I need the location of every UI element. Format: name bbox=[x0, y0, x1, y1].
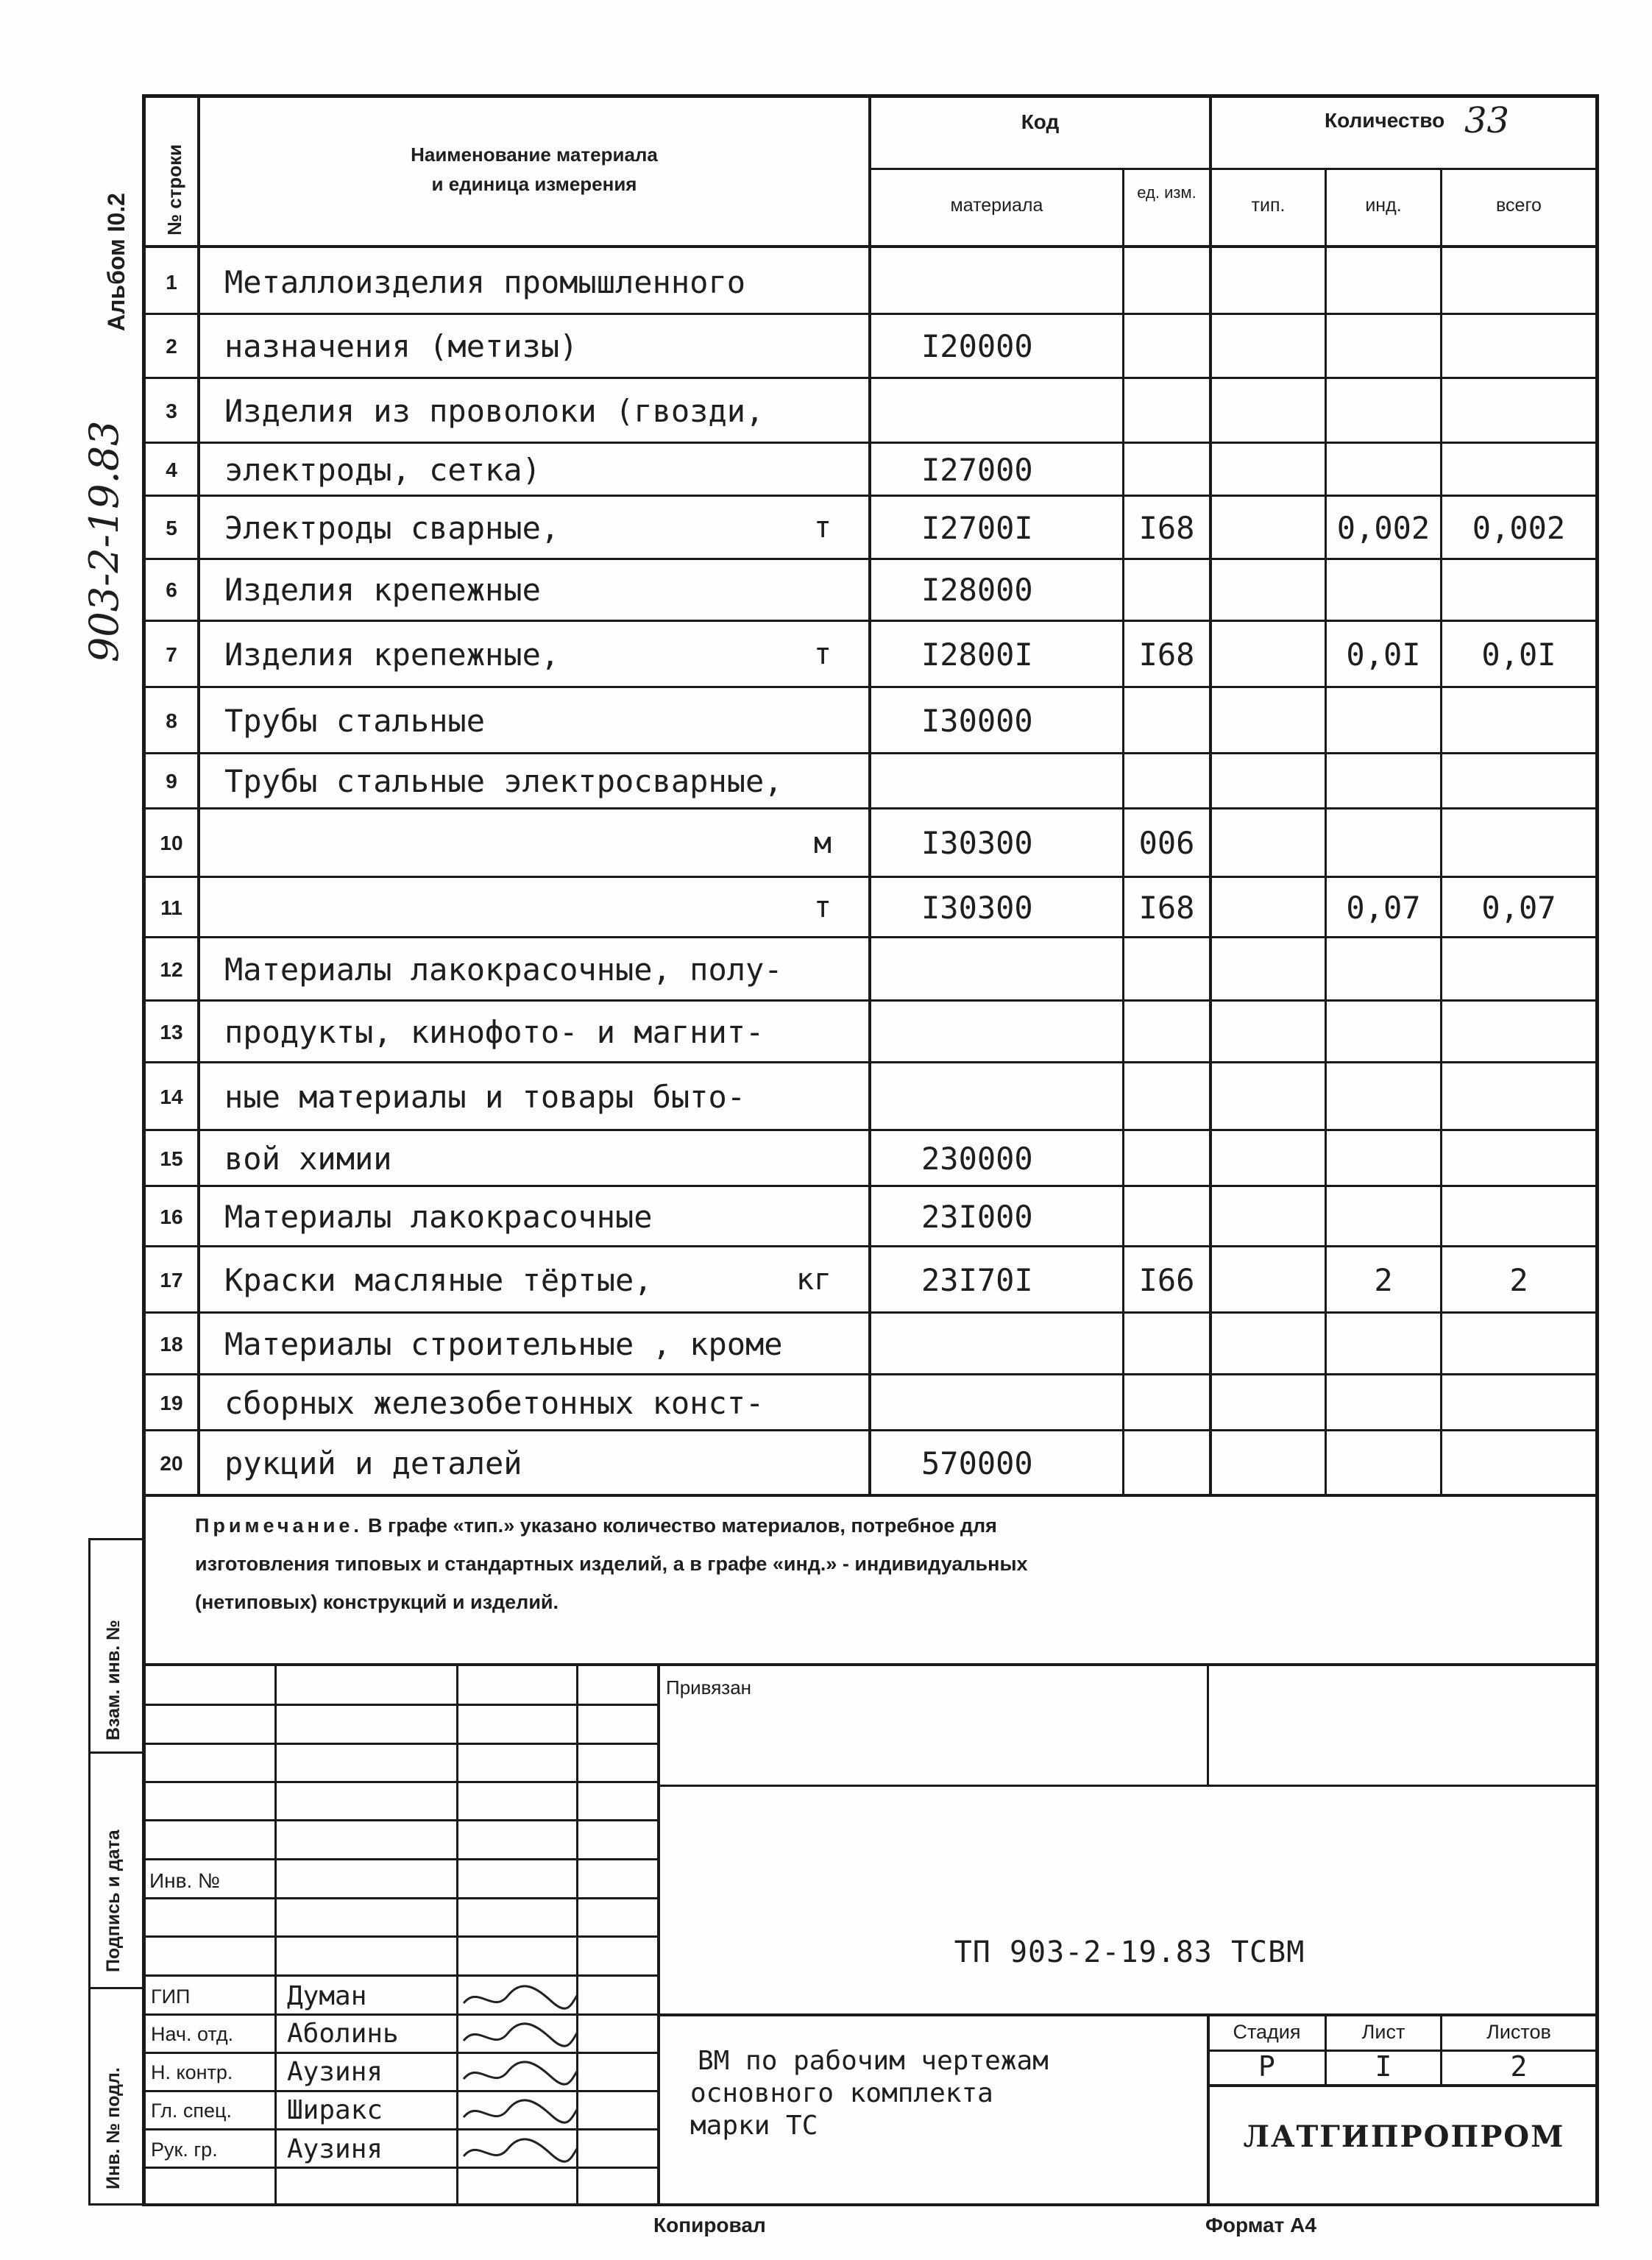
stamp-doc-bottom bbox=[657, 2013, 1599, 2016]
row-divider bbox=[142, 686, 1599, 688]
row-divider bbox=[142, 807, 1599, 810]
row-3-n: 3 bbox=[166, 399, 177, 422]
stamp-role-label: Н. контр. bbox=[151, 2061, 233, 2083]
row-20-code: 570000 bbox=[921, 1445, 1033, 1481]
row-17-unit: кг bbox=[795, 1263, 832, 1297]
stamp-title-line3: марки ТС bbox=[690, 2111, 818, 2141]
row-13-n: 13 bbox=[160, 1021, 183, 1044]
header-qty-total: всего bbox=[1496, 195, 1542, 216]
row-7-eu: I68 bbox=[1138, 636, 1195, 673]
stamp-title-line2: основного комплекта bbox=[690, 2078, 993, 2108]
row-5-eu: I68 bbox=[1138, 509, 1195, 546]
row-11-tot: 0,07 bbox=[1481, 889, 1556, 926]
row-1-n: 1 bbox=[166, 270, 177, 294]
stamp-hline-1 bbox=[142, 1704, 657, 1706]
row-9-n: 9 bbox=[166, 770, 177, 793]
row-7-code: I2800I bbox=[921, 636, 1033, 673]
header-qty-handwritten: 33 bbox=[1464, 100, 1510, 141]
signature-mark bbox=[456, 2095, 581, 2132]
row-divider bbox=[142, 876, 1599, 878]
row-4-n: 4 bbox=[166, 458, 177, 481]
row-8-name: Трубы стальные bbox=[224, 702, 486, 739]
row-14-n: 14 bbox=[160, 1085, 183, 1108]
stamp-hline-7 bbox=[142, 1935, 657, 1938]
header-name: Наименование материала и единица измерения bbox=[411, 144, 658, 195]
stamp-col4 bbox=[657, 1663, 660, 2203]
row-5-code: I2700I bbox=[921, 509, 1033, 546]
stamp-privyazan: Привязан bbox=[666, 1676, 752, 1698]
row-15-code: 230000 bbox=[921, 1140, 1033, 1177]
row-17-name: Краски масляные тёртые, bbox=[224, 1261, 653, 1298]
signature-mark bbox=[456, 1981, 581, 2018]
signature-mark bbox=[456, 2019, 581, 2055]
row-1-name: Металлоизделия промышленного bbox=[224, 263, 746, 300]
row-8-code: I30000 bbox=[921, 702, 1033, 739]
footer-format: Формат А4 bbox=[1205, 2214, 1316, 2236]
header-code-unit: ед. изм. bbox=[1137, 183, 1197, 202]
side-strip-top bbox=[88, 1538, 144, 1540]
side-strip-bottom bbox=[88, 2203, 144, 2206]
stamp-stage-label: Стадия bbox=[1233, 2021, 1301, 2043]
stamp-stage: Р bbox=[1258, 2050, 1275, 2083]
row-7-unit: т bbox=[813, 637, 832, 671]
side-strip-line1 bbox=[88, 1751, 144, 1754]
row-20-n: 20 bbox=[160, 1451, 183, 1475]
row-divider bbox=[142, 1311, 1599, 1314]
stamp-hline-4 bbox=[142, 1819, 657, 1821]
stamp-hline-8 bbox=[142, 1974, 657, 1977]
col-line-code bbox=[868, 94, 871, 1496]
stamp-role-name: Думан bbox=[287, 1981, 367, 2011]
stamp-title-line1: ВМ по рабочим чертежам bbox=[698, 2046, 1049, 2076]
row-4-code: I27000 bbox=[921, 451, 1033, 488]
side-podpis: Подпись и дата bbox=[103, 1829, 124, 1972]
stamp-role-name: Аузиня bbox=[287, 2057, 383, 2087]
stamp-org: ЛАТГИПРОПРОМ bbox=[1243, 2119, 1565, 2154]
side-album-label: Альбом I0.2 bbox=[103, 193, 130, 331]
row-5-unit: т bbox=[813, 511, 832, 545]
row-17-ind: 2 bbox=[1374, 1261, 1393, 1298]
row-16-code: 23I000 bbox=[921, 1198, 1033, 1235]
side-strip-outer bbox=[88, 1538, 91, 2203]
col-line-num bbox=[197, 94, 200, 1496]
row-divider bbox=[142, 313, 1599, 315]
row-11-ind: 0,07 bbox=[1346, 889, 1421, 926]
side-strip-line2 bbox=[88, 1987, 144, 1989]
note-line2: изготовления типовых и стандартных изделий, а в графе «инд.» - индивидуальных bbox=[195, 1553, 1028, 1575]
stamp-role-name: Аболинь bbox=[287, 2019, 399, 2049]
row-16-n: 16 bbox=[160, 1205, 183, 1228]
frame-left bbox=[142, 94, 146, 2206]
stamp-role-label: Рук. гр. bbox=[151, 2139, 218, 2161]
row-7-tot: 0,0I bbox=[1481, 636, 1556, 673]
header-qty: Количество bbox=[1325, 109, 1445, 132]
row-11-n: 11 bbox=[160, 896, 182, 919]
row-7-name: Изделия крепежные, bbox=[224, 636, 560, 673]
row-divider bbox=[142, 377, 1599, 379]
row-19-n: 19 bbox=[160, 1392, 183, 1414]
row-11-code: I30300 bbox=[921, 889, 1033, 926]
stamp-role-label: ГИП bbox=[151, 1986, 191, 2008]
stamp-sheet: I bbox=[1375, 2050, 1392, 2083]
row-15-n: 15 bbox=[160, 1147, 183, 1170]
row-15-name: вой химии bbox=[224, 1140, 392, 1177]
row-13-name: продукты, кинофото- и магнит- bbox=[224, 1014, 765, 1051]
row-11-eu: I68 bbox=[1138, 889, 1195, 926]
note-prefix: Примечание. bbox=[195, 1515, 363, 1537]
signature-mark bbox=[456, 2057, 581, 2094]
row-12-name: Материалы лакокрасочные, полу- bbox=[224, 951, 783, 988]
row-divider bbox=[142, 1061, 1599, 1063]
row-9-name: Трубы стальные электросварные, bbox=[224, 763, 783, 800]
header-rownum: № строки bbox=[163, 144, 185, 235]
row-17-code: 23I70I bbox=[921, 1261, 1033, 1298]
stamp-sheets: 2 bbox=[1510, 2050, 1528, 2083]
row-5-ind: 0,002 bbox=[1336, 509, 1431, 546]
side-inv-podl: Инв. № подл. bbox=[103, 2067, 124, 2189]
row-11-unit: т bbox=[813, 890, 832, 924]
stamp-privyazan-bottom bbox=[657, 1785, 1599, 1787]
row-10-code: I30300 bbox=[921, 825, 1033, 862]
row-10-n: 10 bbox=[160, 832, 183, 854]
row-divider bbox=[142, 1129, 1599, 1131]
row-2-name: назначения (метизы) bbox=[224, 327, 578, 364]
row-divider bbox=[142, 620, 1599, 622]
stamp-role-name: Шиpакс bbox=[287, 2095, 383, 2125]
row-divider bbox=[142, 1373, 1599, 1375]
row-17-tot: 2 bbox=[1509, 1261, 1528, 1298]
row-divider bbox=[142, 1245, 1599, 1247]
note-line3: (нетиповых) конструкций и изделий. bbox=[195, 1591, 559, 1613]
frame-bottom bbox=[142, 2203, 1599, 2206]
row-8-n: 8 bbox=[166, 709, 177, 732]
header-sub-line bbox=[871, 168, 1599, 170]
row-2-n: 2 bbox=[166, 334, 177, 358]
footer-copied: Копировал bbox=[653, 2214, 766, 2236]
row-5-n: 5 bbox=[166, 516, 177, 539]
row-14-name: ные материалы и товары быто- bbox=[224, 1078, 746, 1115]
row-18-n: 18 bbox=[160, 1332, 183, 1356]
side-vzam: Взам. инв. № bbox=[103, 1619, 124, 1740]
stamp-top-line bbox=[142, 1663, 1599, 1666]
stamp-role-name: Аузиня bbox=[287, 2134, 383, 2164]
row-divider bbox=[142, 495, 1599, 497]
row-5-tot: 0,002 bbox=[1472, 509, 1566, 546]
stamp-hline-2 bbox=[142, 1743, 657, 1745]
row-6-code: I28000 bbox=[921, 572, 1033, 609]
row-12-n: 12 bbox=[160, 957, 183, 981]
row-divider bbox=[142, 442, 1599, 444]
row-4-name: электроды, сетка) bbox=[224, 451, 541, 488]
header-code: Код bbox=[1021, 110, 1060, 133]
stamp-sheets-label: Листов bbox=[1486, 2021, 1551, 2043]
row-3-name: Изделия из проволоки (гвозди, bbox=[224, 392, 765, 429]
row-10-unit: м bbox=[813, 826, 832, 860]
stamp-hline-6 bbox=[142, 1897, 657, 1899]
stamp-inv-no: Инв. № bbox=[149, 1869, 221, 1892]
stamp-sheet-label: Лист bbox=[1361, 2021, 1405, 2043]
row-19-name: сборных железобетонных конст- bbox=[224, 1385, 765, 1422]
stamp-hline-3 bbox=[142, 1781, 657, 1783]
row-7-ind: 0,0I bbox=[1346, 636, 1421, 673]
row-6-n: 6 bbox=[166, 578, 177, 601]
row-17-n: 17 bbox=[160, 1268, 183, 1292]
frame-right bbox=[1595, 94, 1599, 2206]
row-16-name: Материалы лакокрасочные bbox=[224, 1198, 653, 1235]
row-10-eu: 006 bbox=[1138, 825, 1195, 862]
row-17-eu: I66 bbox=[1138, 1261, 1195, 1298]
row-divider bbox=[142, 936, 1599, 938]
header-qty-typ: тип. bbox=[1251, 195, 1286, 216]
table-bottom-line bbox=[142, 1494, 1599, 1497]
header-code-material: материала bbox=[950, 195, 1043, 216]
row-18-name: Материалы строительные , кроме bbox=[224, 1325, 783, 1362]
header-qty-ind: инд. bbox=[1365, 195, 1402, 216]
row-divider bbox=[142, 558, 1599, 560]
row-7-n: 7 bbox=[166, 642, 177, 666]
row-divider bbox=[142, 1429, 1599, 1431]
stamp-doc-code: ТП 903-2-19.83 ТСВМ bbox=[954, 1935, 1305, 1969]
stamp-role-label: Гл. спец. bbox=[151, 2100, 232, 2122]
stamp-privyazan-split bbox=[1207, 1663, 1209, 1785]
row-20-name: рукций и деталей bbox=[224, 1445, 522, 1481]
row-2-code: I20000 bbox=[921, 327, 1033, 364]
stamp-hline-5 bbox=[142, 1858, 657, 1860]
row-divider bbox=[142, 752, 1599, 754]
row-6-name: Изделия крепежные bbox=[224, 572, 541, 609]
stamp-stage-bottom bbox=[1207, 2084, 1599, 2087]
note-line1: В графе «тип.» указано количество материалов, потребное для bbox=[368, 1515, 997, 1537]
side-album-code: 903-2-19.83 bbox=[81, 420, 127, 662]
signature-mark bbox=[456, 2134, 581, 2171]
row-5-name: Электроды сварные, bbox=[224, 509, 560, 546]
col-line-qty bbox=[1209, 94, 1212, 1496]
row-divider bbox=[142, 1185, 1599, 1187]
row-divider bbox=[142, 999, 1599, 1002]
stamp-role-label: Нач. отд. bbox=[151, 2023, 234, 2045]
